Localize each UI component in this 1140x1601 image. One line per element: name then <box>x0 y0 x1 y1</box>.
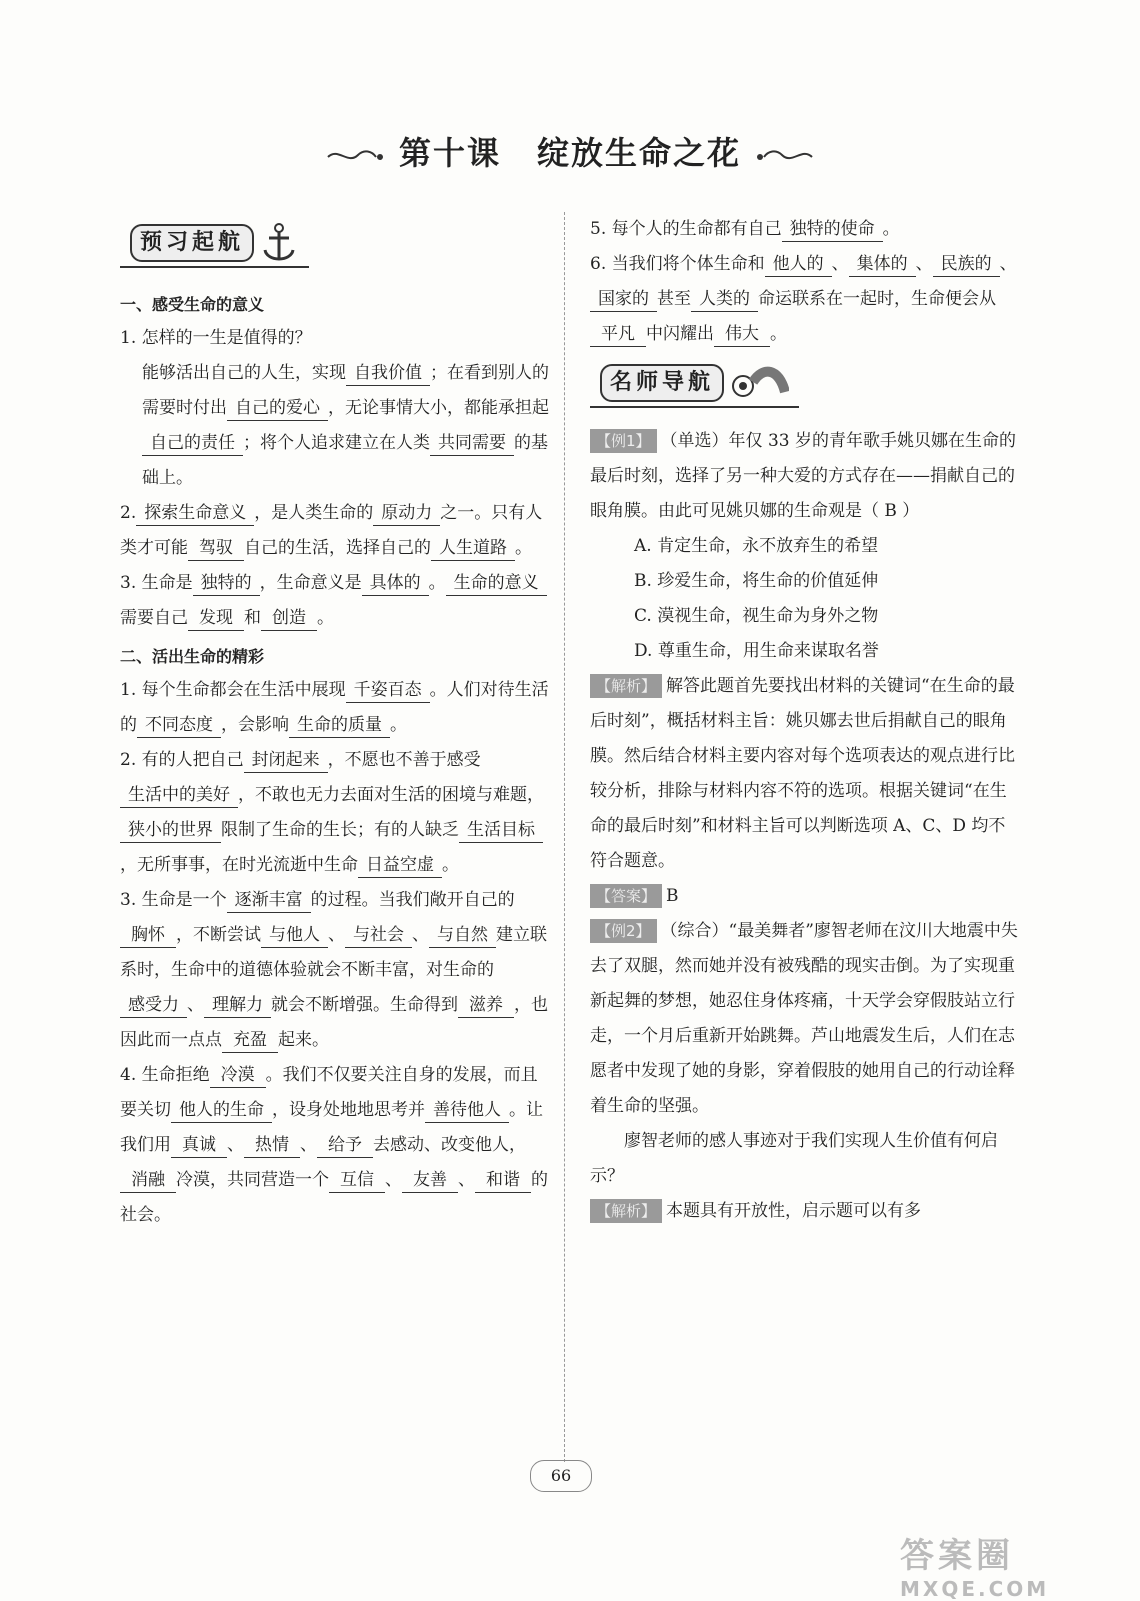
s2-q4: 4. 生命拒绝 冷漠 。我们不仅要关注自身的发展，而且要关切 他人的生命 ，设身处地地思考并 善待他人 。让我们用 真诚 、 热情 、 给予 去感动、改变他人，消融 冷漠，共同营造一个 互信 、 友善 、 和谐 的社会。 <box>120 1065 548 1225</box>
option-b: B. 珍爱生命，将生命的价值延伸 <box>634 571 879 591</box>
option-c: C. 漠视生命，视生命为身外之物 <box>634 606 879 626</box>
s2-q1: 1. 每个生命都会在生活中展现 千姿百态 。人们对待生活的 不同态度 ，会影响 生命的质量 。 <box>120 673 550 743</box>
answer-tag: 【答案】 <box>590 884 662 908</box>
section-heading-2: 二、活出生命的精彩 <box>120 647 265 666</box>
example-2-intro: 【例2】 （综合）“最美舞者”廖智老师在汶川大地震中失去了双腿，然而她并没有被残酷的现实击倒。为了实现重新起舞的梦想，她忍住身体疼痛，十天学会穿假肢站立行走，一个月后重新开始跳舞。芦山地震发生后，人们在志愿者中发现了她的身影，穿着假肢的她用自己的行动诠释着生命的坚强。 <box>590 921 1018 1116</box>
example-2-question: 廖智老师的感人事迹对于我们实现人生价值有何启示？ <box>590 1131 998 1186</box>
s1-q1-body: 能够活出自己的人生，实现 自我价值 ；在看到别人的需要时付出 自己的爱心 ，无论事情大小，都能承担起自己的责任 ；将个人追求建立在人类 共同需要 的基础上。 <box>142 363 549 488</box>
left-column <box>120 212 550 1233</box>
right-swirl-ornament <box>754 143 814 167</box>
s2-q5: 5. 每个人的生命都有自己 独特的使命 。 <box>590 212 1020 247</box>
example-2-tag: 【例2】 <box>590 919 657 943</box>
analysis-tag: 【解析】 <box>590 674 662 698</box>
lesson-number: 第十课 <box>398 134 501 172</box>
s2-q6: 6. 当我们将个体生命和 他人的 、 集体的 、 民族的 、国家的 甚至 人类的 命运联系在一起时，生命便会从平凡 中闪耀出 伟大 。 <box>590 247 1020 352</box>
example-1-tag: 【例1】 <box>590 429 657 453</box>
page-number: 66 <box>530 1460 592 1492</box>
column-divider <box>564 212 565 1462</box>
example-1-analysis: 【解析】 解答此题首先要找出材料的关键词“在生命的最后时刻”，概括材料主旨：姚贝娜去世后捐献自己的眼角膜。然后结合材料主要内容对每个选项表达的观点进行比较分析，排除与材料内容不符的选项。根据关键词“在生命的最后时刻”和材料主旨可以判断选项 A、C、D 均不符合题意。 <box>590 676 1015 871</box>
left-swirl-ornament <box>326 143 386 167</box>
section-heading-1: 一、感受生命的意义 <box>120 295 265 314</box>
example-1-answer: 【答案】 B <box>590 879 1020 914</box>
analysis-tag-2: 【解析】 <box>590 1199 662 1223</box>
example-1-intro: 【例1】 （单选）年仅 33 岁的青年歌手姚贝娜在生命的最后时刻，选择了另一种大爱的方式存在——捐献自己的眼角膜。由此可见姚贝娜的生命观是（ B ） <box>590 431 1016 521</box>
s1-q3: 3. 生命是 独特的 ，生命意义是 具体的 。 生命的意义需要自己 发现 和 创造 。 <box>120 566 550 636</box>
page-title <box>0 128 1140 174</box>
lesson-topic: 绽放生命之花 <box>537 134 742 172</box>
s1-q2: 2. 探索生命意义 ，是人类生命的 原动力 之一。只有人类才可能 驾驭 自己的生活，选择自己的 人生道路 。 <box>120 496 550 566</box>
s1-q1-label: 1. 怎样的一生是值得的？ <box>120 328 312 348</box>
preview-badge-label: 预习起航 <box>130 224 254 262</box>
preview-badge <box>120 222 309 268</box>
right-column <box>590 212 1020 1229</box>
option-a: A. 肯定生命，永不放弃生的希望 <box>634 536 879 556</box>
anchor-icon <box>259 222 299 266</box>
s2-q2: 2. 有的人把自己 封闭起来 ，不愿也不善于感受生活中的美好 ，不敢也无力去面对生活的困境与难题，狭小的世界 限制了生命的生长；有的人缺乏 生活目标，无所事事，在时光流逝中生命 日益空虚 。 <box>120 743 550 883</box>
teacher-badge <box>590 362 799 408</box>
option-d: D. 尊重生命，用生命来谋取名誉 <box>634 641 879 661</box>
s2-q3: 3. 生命是一个 逐渐丰富 的过程。当我们敞开自己的胸怀 ，不断尝试 与他人 、 与社会 、 与自然 建立联系时，生命中的道德体验就会不断丰富，对生命的感受力 、 理解力 就会不断增强。生命得到 滋养 ，也因此而一点点 充盈 起来。 <box>120 883 550 1058</box>
target-icon <box>729 362 789 406</box>
watermark: 答案圈 MXQE.COM <box>900 1536 1050 1601</box>
teacher-badge-label: 名师导航 <box>600 364 724 402</box>
example-2-analysis: 【解析】 本题具有开放性，启示题可以有多 <box>590 1194 1020 1229</box>
